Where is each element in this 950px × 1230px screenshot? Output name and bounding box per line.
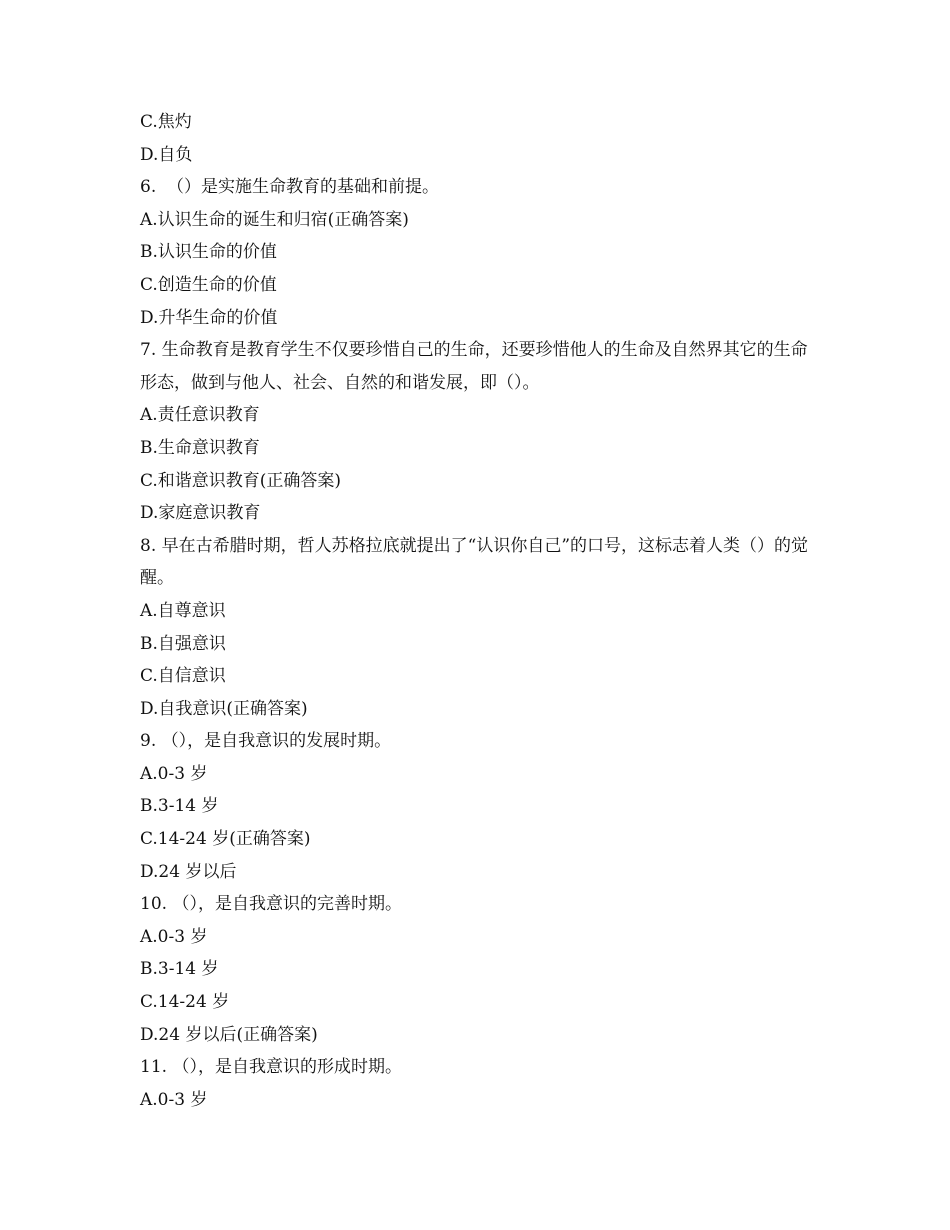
question-10-option-a: A.0-3 岁 <box>140 926 208 947</box>
question-10-option-d: D.24 岁以后(正确答案) <box>140 1024 318 1045</box>
question-6-option-a: A.认识生命的诞生和归宿(正确答案) <box>140 209 409 230</box>
question-7-option-a: A.责任意识教育 <box>140 405 260 426</box>
question-9-option-a: A.0-3 岁 <box>140 763 208 784</box>
question-8-option-c: C.自信意识 <box>140 666 226 687</box>
question-10 <box>140 888 820 1051</box>
question-11 <box>140 1051 820 1116</box>
question-6-option-b: B.认识生命的价值 <box>140 242 277 263</box>
question-10-stem: 10. （），是自我意识的完善时期。 <box>140 894 402 915</box>
question-9-stem: 9. （），是自我意识的发展时期。 <box>140 731 392 752</box>
document-content <box>140 106 820 1116</box>
question-7-option-d: D.家庭意识教育 <box>140 503 261 524</box>
question-8-stem: 8. 早在古希腊时期，哲人苏格拉底就提出了“认识你自己”的口号，这标志着人类（）的觉醒。 <box>140 535 809 589</box>
question-7-stem: 7. 生命教育是教育学生不仅要珍惜自己的生命，还要珍惜他人的生命及自然界其它的生命形态，做到与他人、社会、自然的和谐发展，即（）。 <box>140 340 808 393</box>
question-6-option-d: D.升华生命的价值 <box>140 307 278 328</box>
question-8-option-b: B.自强意识 <box>140 633 226 654</box>
question-8 <box>140 530 820 726</box>
prelude-option-c: C.焦灼 <box>140 112 192 132</box>
prelude-option-d: D.自负 <box>140 144 193 165</box>
question-9-option-b: B.3-14 岁 <box>140 796 219 817</box>
question-7-option-c: C.和谐意识教育(正确答案) <box>140 470 342 491</box>
question-8-option-d: D.自我意识(正确答案) <box>140 698 308 719</box>
question-11-option-a: A.0-3 岁 <box>140 1089 208 1110</box>
question-10-option-c: C.14-24 岁 <box>140 992 230 1013</box>
question-7-option-b: B.生命意识教育 <box>140 437 260 458</box>
question-6-option-c: C.创造生命的价值 <box>140 274 277 295</box>
question-9-option-d: D.24 岁以后 <box>140 861 237 882</box>
question-11-stem: 11. （），是自我意识的形成时期。 <box>140 1057 402 1078</box>
question-8-option-a: A.自尊意识 <box>140 600 226 621</box>
question-6-stem: 6. （）是实施生命教育的基础和前提。 <box>140 177 440 198</box>
question-9-option-c: C.14-24 岁(正确答案) <box>140 829 311 850</box>
question-7 <box>140 334 820 530</box>
question-9 <box>140 725 820 888</box>
question-6 <box>140 171 820 334</box>
question-10-option-b: B.3-14 岁 <box>140 959 219 980</box>
